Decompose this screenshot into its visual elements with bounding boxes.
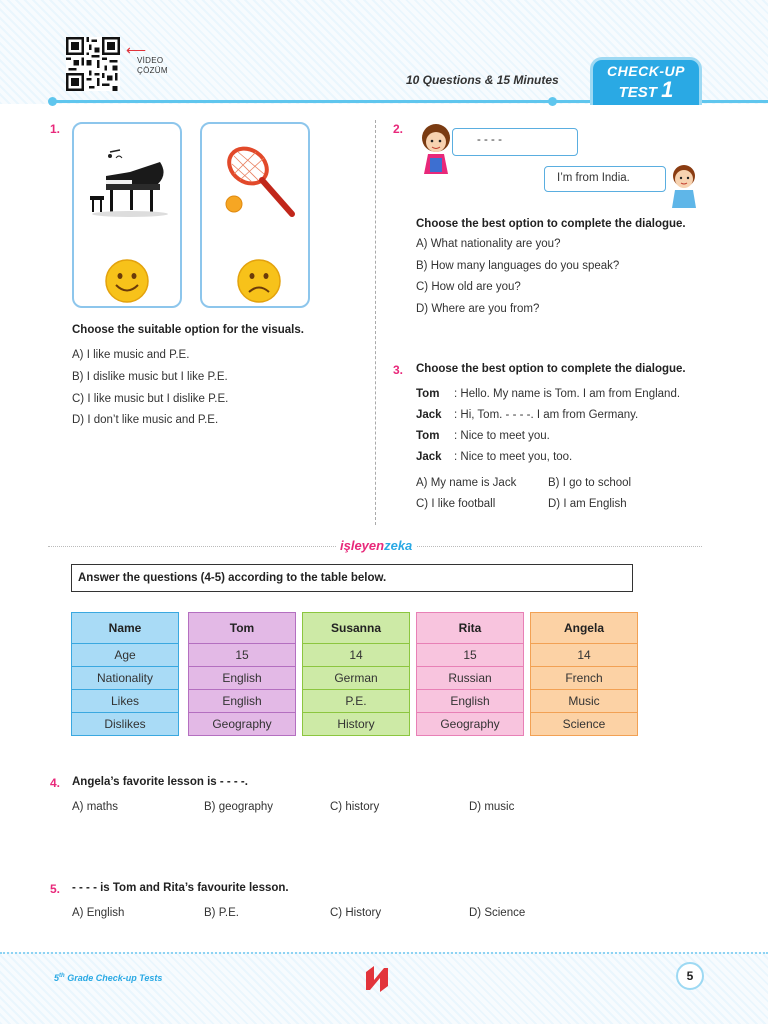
- question-1-number: 1.: [50, 122, 61, 136]
- column-divider: [375, 120, 376, 525]
- q1-option-c[interactable]: C) I like music but I dislike P.E.: [72, 393, 229, 405]
- question-3-number: 3.: [393, 363, 404, 377]
- footer-grade-number: 5: [54, 973, 60, 983]
- badge-line1: CHECK-UP: [607, 63, 685, 79]
- table-cell: 15: [188, 644, 296, 667]
- table-column: [188, 612, 296, 736]
- header-divider: [52, 100, 552, 103]
- table-column: [416, 612, 524, 736]
- footer-series-title: [54, 973, 162, 983]
- badge-line2: [593, 77, 699, 103]
- boy-avatar-icon: [666, 162, 702, 208]
- question-2-number: 2.: [393, 122, 404, 136]
- dialogue-line: : Nice to meet you, too.: [454, 451, 573, 463]
- table-cell: English: [188, 690, 296, 713]
- table-cell: German: [302, 667, 410, 690]
- dialogue-speaker: Tom: [416, 388, 440, 400]
- dialogue-line: : Hi, Tom. - - - -. I am from Germany.: [454, 409, 639, 421]
- footer-grade-suffix: th: [59, 973, 65, 979]
- table-header-cell: Susanna: [302, 612, 410, 644]
- visual-card-music: [72, 122, 182, 308]
- page-number: 5: [676, 962, 704, 990]
- table-cell: English: [416, 690, 524, 713]
- table-header-cell: Name: [71, 612, 179, 644]
- question-5-number: 5.: [50, 882, 61, 896]
- question-2-text: Choose the best option to complete the dialogue.: [416, 218, 686, 230]
- question-1-text: Choose the suitable option for the visuals.: [72, 324, 304, 336]
- table-instruction: Answer the questions (4-5) according to the table below.: [71, 564, 633, 592]
- table-cell: Geography: [416, 713, 524, 736]
- q1-option-a[interactable]: A) I like music and P.E.: [72, 349, 190, 361]
- sad-face-icon: [236, 258, 282, 304]
- question-4-text: Angela’s favorite lesson is - - - -.: [72, 776, 248, 788]
- table-cell: P.E.: [302, 690, 410, 713]
- table-cell: 15: [416, 644, 524, 667]
- brand-logo: [336, 538, 416, 553]
- check-up-test-badge: [590, 57, 702, 105]
- q4-option-c[interactable]: C) history: [330, 801, 380, 813]
- q3-option-a[interactable]: A) My name is Jack: [416, 477, 517, 489]
- table-cell: Science: [530, 713, 638, 736]
- table-cell: Geography: [188, 713, 296, 736]
- table-cell: Age: [71, 644, 179, 667]
- badge-number: 1: [661, 77, 674, 102]
- q5-option-a[interactable]: A) English: [72, 907, 125, 919]
- q5-option-d[interactable]: D) Science: [469, 907, 526, 919]
- footer-grade-text: Grade Check-up Tests: [64, 973, 163, 983]
- q5-option-c[interactable]: C) History: [330, 907, 382, 919]
- q5-option-b[interactable]: B) P.E.: [204, 907, 239, 919]
- table-cell: 14: [302, 644, 410, 667]
- dialogue-speaker: Jack: [416, 451, 442, 463]
- table-cell: Nationality: [71, 667, 179, 690]
- question-5-text: - - - - is Tom and Rita’s favourite lesson.: [72, 882, 289, 894]
- test-duration-subtitle: 10 Questions & 15 Minutes: [406, 73, 559, 87]
- table-cell: 14: [530, 644, 638, 667]
- table-column: [530, 612, 638, 736]
- q1-option-b[interactable]: B) I dislike music but I like P.E.: [72, 371, 228, 383]
- table-cell: History: [302, 713, 410, 736]
- q4-option-d[interactable]: D) music: [469, 801, 515, 813]
- q3-option-d[interactable]: D) I am English: [548, 498, 627, 510]
- q3-option-c[interactable]: C) I like football: [416, 498, 496, 510]
- boy-speech-text: I’m from India.: [557, 172, 630, 184]
- dialogue-speaker: Tom: [416, 430, 440, 442]
- piano-icon: [86, 146, 170, 218]
- girl-avatar-icon: [416, 122, 456, 174]
- q2-option-c[interactable]: C) How old are you?: [416, 281, 521, 293]
- dialogue-line: : Hello. My name is Tom. I am from England.: [454, 388, 681, 400]
- table-cell: English: [188, 667, 296, 690]
- boy-speech-bubble: [544, 166, 666, 192]
- happy-face-icon: [104, 258, 150, 304]
- q2-option-b[interactable]: B) How many languages do you speak?: [416, 260, 620, 272]
- badge-test-label: TEST: [618, 84, 657, 101]
- video-solution-label: [137, 56, 168, 76]
- question-4-number: 4.: [50, 776, 61, 790]
- brand-part2: zeka: [384, 538, 413, 553]
- dialogue-line: : Nice to meet you.: [454, 430, 550, 442]
- girl-speech-text: - - - -: [477, 134, 502, 146]
- table-cell: Music: [530, 690, 638, 713]
- q3-option-b[interactable]: B) I go to school: [548, 477, 632, 489]
- table-cell: Dislikes: [71, 713, 179, 736]
- visual-card-tennis: [200, 122, 310, 308]
- table-cell: Likes: [71, 690, 179, 713]
- question-3-text: Choose the best option to complete the dialogue.: [416, 363, 686, 375]
- table-column: [71, 612, 179, 736]
- table-header-cell: Rita: [416, 612, 524, 644]
- publisher-logo-icon: [360, 962, 394, 996]
- girl-speech-bubble: [452, 128, 578, 156]
- table-column: [302, 612, 410, 736]
- q2-option-a[interactable]: A) What nationality are you?: [416, 238, 561, 250]
- q2-option-d[interactable]: D) Where are you from?: [416, 303, 540, 315]
- brand-part1: işleyen: [340, 538, 385, 553]
- video-label-line1: VİDEO: [137, 56, 164, 65]
- arrow-left-icon: ⟵: [126, 42, 147, 58]
- tennis-racket-icon: [220, 144, 300, 224]
- table-header-cell: Tom: [188, 612, 296, 644]
- header-dot: [48, 97, 57, 106]
- qr-code-icon[interactable]: [66, 37, 120, 91]
- table-cell: Russian: [416, 667, 524, 690]
- table-cell: French: [530, 667, 638, 690]
- q4-option-b[interactable]: B) geography: [204, 801, 274, 813]
- q1-option-d[interactable]: D) I don’t like music and P.E.: [72, 414, 219, 426]
- q4-option-a[interactable]: A) maths: [72, 801, 119, 813]
- video-label-line2: ÇÖZÜM: [137, 66, 168, 75]
- dialogue-speaker: Jack: [416, 409, 442, 421]
- table-header-cell: Angela: [530, 612, 638, 644]
